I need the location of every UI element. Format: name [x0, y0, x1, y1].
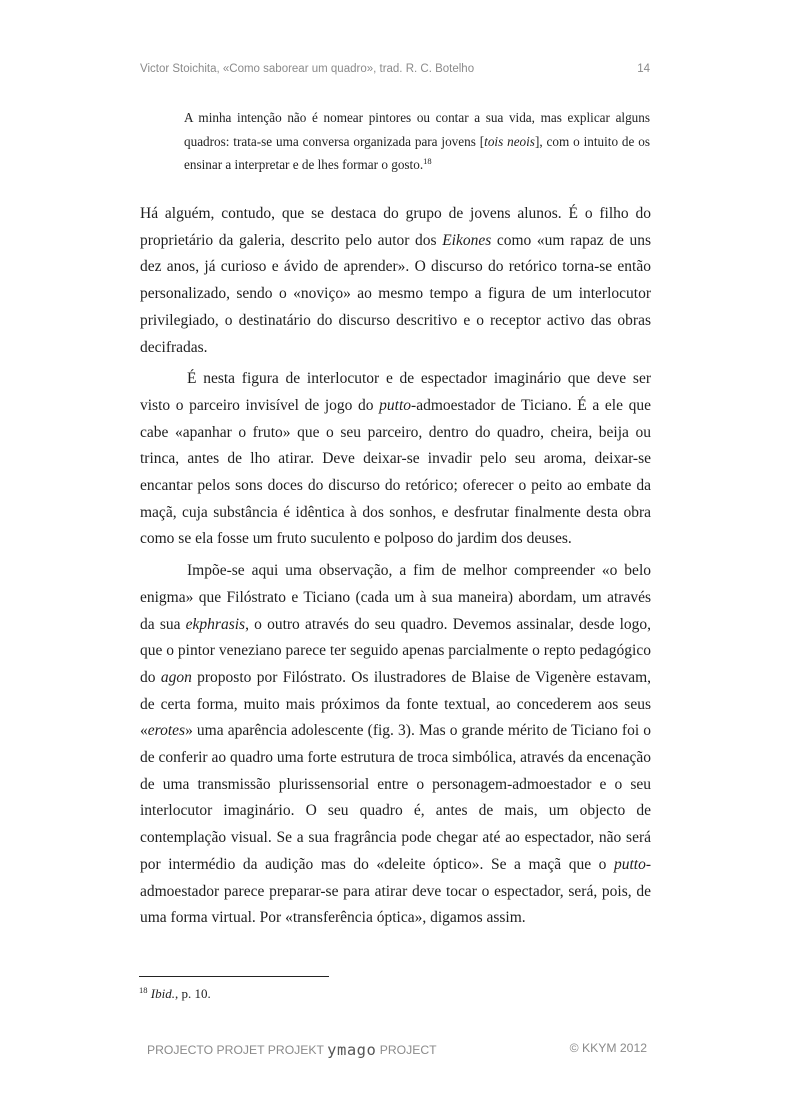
footnote-reference: 18 — [423, 156, 432, 166]
paragraph-text: É nesta figura de interlocutor e de espectador imaginário que deve ser visto o parceiro invisível de jogo do — [140, 370, 651, 414]
footer-copyright: © KKYM 2012 — [569, 1041, 647, 1055]
italic-term: putto — [613, 855, 646, 873]
footnote-text: , p. 10. — [174, 986, 211, 1001]
footnote-divider — [139, 976, 329, 977]
quote-text-end: ], com o intuito de os ensinar a interpretar e de lhes formar o gosto. — [184, 133, 650, 172]
italic-term: erotes — [147, 722, 186, 740]
footer-project-suffix: PROJECT — [379, 1043, 437, 1057]
quote-text: A minha intenção não é nomear pintores ou contar a sua vida, mas explicar alguns quadros: trata-se uma conversa organizada para jovens [ — [184, 110, 650, 149]
quote-italic-greek: tois neois — [484, 133, 535, 149]
paragraph-1 — [140, 201, 651, 361]
paragraph-text: proposto por Filóstrato. Os ilustradores de Blaise de Vigenère estavam, de certa forma, muito mais próximos da fonte textual, ao concederem aos seus « — [140, 668, 652, 740]
page-number: 14 — [637, 63, 650, 75]
paragraph-text: -admoestador parece preparar-se para atirar deve tocar o espectador, será, pois, de uma forma virtual. Por «transferência óptica», digamos assim. — [140, 855, 651, 927]
paragraph-text: -admoestador de Ticiano. É a ele que cabe «apanhar o fruto» que o seu parceiro, dentro do quadro, cheira, beija ou trinca, antes de lho atirar. Deve deixar-se invadir pelo seu aroma, deixar-se encantar pelos sons doces do discurso do retórico; oferecer o peito ao embate da maçã, cuja substância é idêntica à dos sonhos, e desfrutar finalmente desta obra como se ela fosse um fruto suculento e polposo do jardim dos deuses. — [140, 396, 651, 548]
footnote-italic: Ibid. — [150, 986, 175, 1001]
footnote — [139, 986, 211, 1002]
paragraph-text: como «um rapaz de uns dez anos, já curioso e ávido de aprender». O discurso do retórico torna-se então personalizado, sendo o «noviço» ao mesmo tempo a figura de um interlocutor privilegiado, o destinatário do discurso descritivo e o receptor activo das obras decifradas. — [140, 231, 651, 356]
italic-term: agon — [160, 668, 192, 686]
paragraph-text: Impõe-se aqui uma observação, a fim de melhor compreender «o belo enigma» que Filóstrato e Ticiano (cada um à sua maneira) abordam, um através da sua — [140, 562, 651, 633]
paragraph-text: , o outro através do seu quadro. Devemos assinalar, desde logo, que o pintor veneziano parece ter seguido apenas parcialmente o repto pedagógico do — [140, 615, 651, 686]
paragraph-text: Há alguém, contudo, que se destaca do grupo de jovens alunos. É o filho do proprietário da galeria, descrito pelo autor dos — [140, 205, 651, 249]
paragraph-3 — [140, 558, 651, 932]
running-header — [140, 63, 650, 79]
italic-term: putto — [379, 396, 412, 414]
paragraph-text: » uma aparência adolescente (fig. 3). Mas o grande mérito de Ticiano foi o de conferir ao quadro uma forte estrutura de troca simbólica, através da encenação de uma transmissão plurissensorial entre o personagem-admoestador e o seu interlocutor imaginário. O seu quadro é, antes de mais, um objecto de contemplação visual. Se a sua fragrância pode chegar até ao espectador, não será por intermédio da audição mas do «deleite óptico». Se a maçã que o — [140, 722, 651, 873]
body-text — [140, 201, 651, 932]
footer-project — [147, 1041, 437, 1059]
block-quote — [184, 106, 650, 177]
footnote-number: 18 — [139, 985, 148, 995]
italic-term: Eikones — [442, 231, 492, 249]
running-footer — [147, 1041, 647, 1059]
paragraph-2 — [140, 366, 651, 553]
italic-term: ekphrasis — [185, 615, 246, 633]
ymago-logo: ymago — [327, 1041, 377, 1059]
header-title: Victor Stoichita, «Como saborear um quadro», trad. R. C. Botelho — [140, 63, 475, 75]
footer-project-text: PROJECTO PROJET PROJEKT — [147, 1043, 324, 1057]
